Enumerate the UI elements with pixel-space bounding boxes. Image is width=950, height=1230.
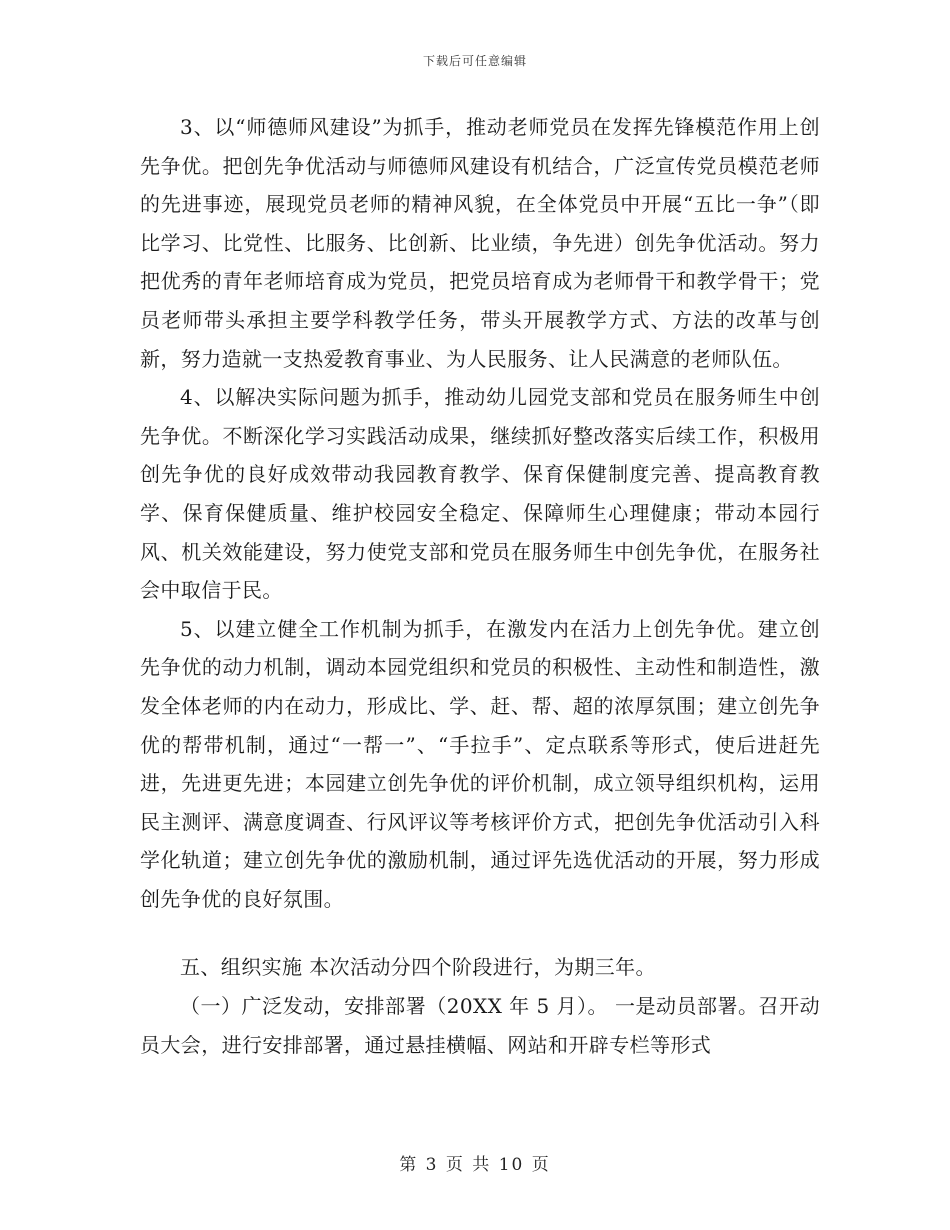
header-note: 下载后可任意编辑 bbox=[422, 54, 527, 68]
paragraph-item-3: 3、以“师德师风建设”为抓手，推动老师党员在发挥先锋模范作用上创先争优。把创先争优活动与师德师风建设有机结合，广泛宣传党员模范老师的先进事迹，展现党员老师的精神风貌，在全体党员中开展“五比一争”（即比学习、比党性、比服务、比创新、比业绩，争先进）创先争优活动。努力把优秀的青年老师培育成为党员，把党员培育成为老师骨干和教学骨干；党员老师带头承担主要学科教学任务，带头开展教学方式、方法的改革与创新，努力造就一支热爱教育事业、为人民服务、让人民满意的老师队伍。 bbox=[140, 115, 820, 371]
paragraph-item-5: 5、以建立健全工作机制为抓手，在激发内在活力上创先争优。建立创先争优的动力机制，调动本园党组织和党员的积极性、主动性和制造性，激发全体老师的内在动力，形成比、学、赶、帮、超的浓厚氛围；建立创先争优的帮带机制，通过“一帮一”、“手拉手”、定点联系等形式，使后进赶先进，先进更先进；本园建立创先争优的评价机制，成立领导组织机构，运用民主测评、满意度调查、行风评议等考核评价方式，把创先争优活动引入科学化轨道；建立创先争优的激励机制，通过评先选优活动的开展，努力形成创先争优的良好氛围。 bbox=[140, 616, 820, 911]
section-heading-organization: 五、组织实施 本次活动分四个阶段进行，为期三年。 bbox=[180, 955, 656, 980]
page-number: 第 3 页 共 10 页 bbox=[399, 1155, 551, 1175]
paragraph-item-4: 4、以解决实际问题为抓手，推动幼儿园党支部和党员在服务师生中创先争优。不断深化学习实践活动成果，继续抓好整改落实后续工作，积极用创先争优的良好成效带动我园教育教学、保育保健制度完善、提高教育教学、保育保健质量、维护校园安全稳定、保障师生心理健康；带动本园行风、机关效能建设，努力使党支部和党员在服务师生中创先争优，在服务社会中取信于民。 bbox=[140, 385, 820, 603]
document-body bbox=[140, 108, 820, 1064]
paragraph-phase-one: （一）广泛发动，安排部署（20XX 年 5 月）。 一是动员部署。召开动员大会，进行安排部署，通过悬挂横幅、网站和开辟专栏等形式 bbox=[140, 994, 820, 1057]
